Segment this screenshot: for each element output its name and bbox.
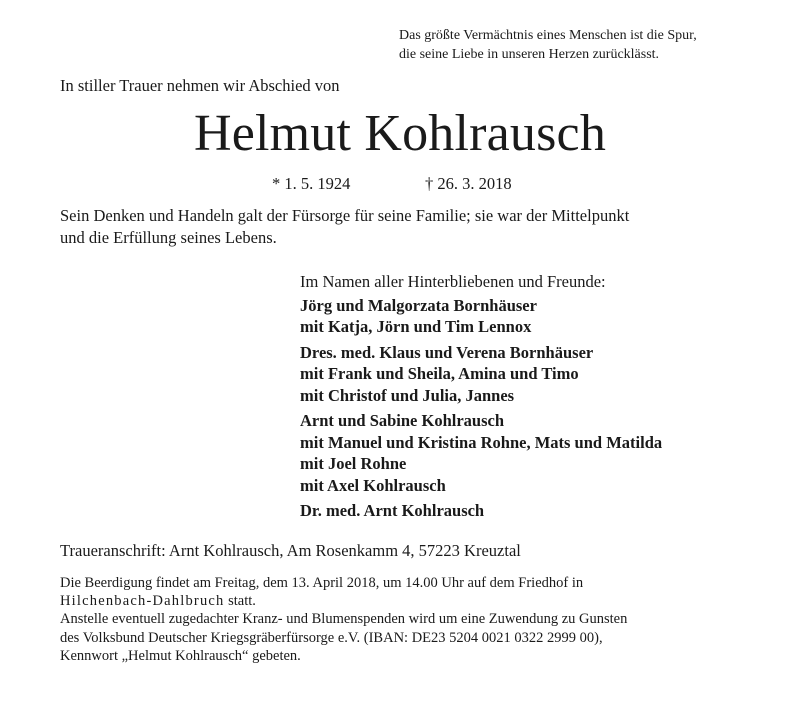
mourner-group [300, 410, 780, 496]
mourner-line: mit Axel Kohlrausch [300, 475, 446, 495]
mourners-lead: Im Namen aller Hinterbliebenen und Freunde: [300, 272, 606, 291]
mourner-line: mit Christof und Julia, Jannes [300, 385, 515, 405]
mourning-address: Traueranschrift: Arnt Kohlrausch, Am Rosenkamm 4, 57223 Kreuztal [60, 541, 521, 560]
death-date: † 26. 3. 2018 [425, 174, 512, 193]
funeral-place-line [60, 592, 780, 610]
mourner-line: mit Joel Rohne [300, 454, 407, 473]
quote-line: die seine Liebe in unseren Herzen zurücklässt. [399, 47, 660, 62]
mourner-line: Dr. med. Arnt Kohlrausch [300, 501, 485, 520]
donation-line: Kennwort „Helmut Kohlrausch“ gebeten. [60, 647, 301, 664]
mourner-line: mit Manuel und Kristina Rohne, Mats und Matilda [300, 432, 663, 452]
donation-line: Anstelle eventuell zugedachter Kranz- und Blumenspenden wird um eine Zuwendung zu Gunsten [60, 611, 628, 628]
tribute-text [60, 205, 760, 249]
funeral-suffix: statt. [224, 593, 256, 610]
mourner-group [300, 295, 780, 338]
birth-date: * 1. 5. 1924 [272, 174, 351, 193]
intro-text: In stiller Trauer nehmen wir Abschied von [60, 76, 340, 95]
mourner-line: Dres. med. Klaus und Verena Bornhäuser [300, 342, 594, 362]
funeral-notes [60, 574, 780, 665]
quote-line: Das größte Vermächtnis eines Menschen ist die Spur, [399, 28, 697, 43]
donation-line: des Volksbund Deutscher Kriegsgräberfürsorge e.V. (IBAN: DE23 5204 0021 0322 2999 00), [60, 629, 603, 646]
deceased-name: Helmut Kohlrausch [193, 105, 607, 162]
funeral-line: Die Beerdigung findet am Freitag, dem 13. April 2018, um 14.00 Uhr auf dem Friedhof in [60, 575, 584, 591]
mourner-line: Arnt und Sabine Kohlrausch [300, 411, 505, 430]
mourner-group [300, 500, 780, 522]
tribute-line: und die Erfüllung seines Lebens. [60, 228, 277, 247]
funeral-place: Hilchenbach-Dahlbruch [60, 593, 225, 610]
mourner-line: mit Frank und Sheila, Amina und Timo [300, 364, 579, 383]
memorial-quote [399, 26, 779, 64]
mourners-list [300, 271, 780, 526]
tribute-line: Sein Denken und Handeln galt der Fürsorge für seine Familie; sie war der Mittelpunkt [60, 206, 630, 225]
mourner-line: mit Katja, Jörn und Tim Lennox [300, 317, 532, 336]
mourner-line: Jörg und Malgorzata Bornhäuser [300, 295, 537, 315]
mourner-group [300, 342, 780, 407]
